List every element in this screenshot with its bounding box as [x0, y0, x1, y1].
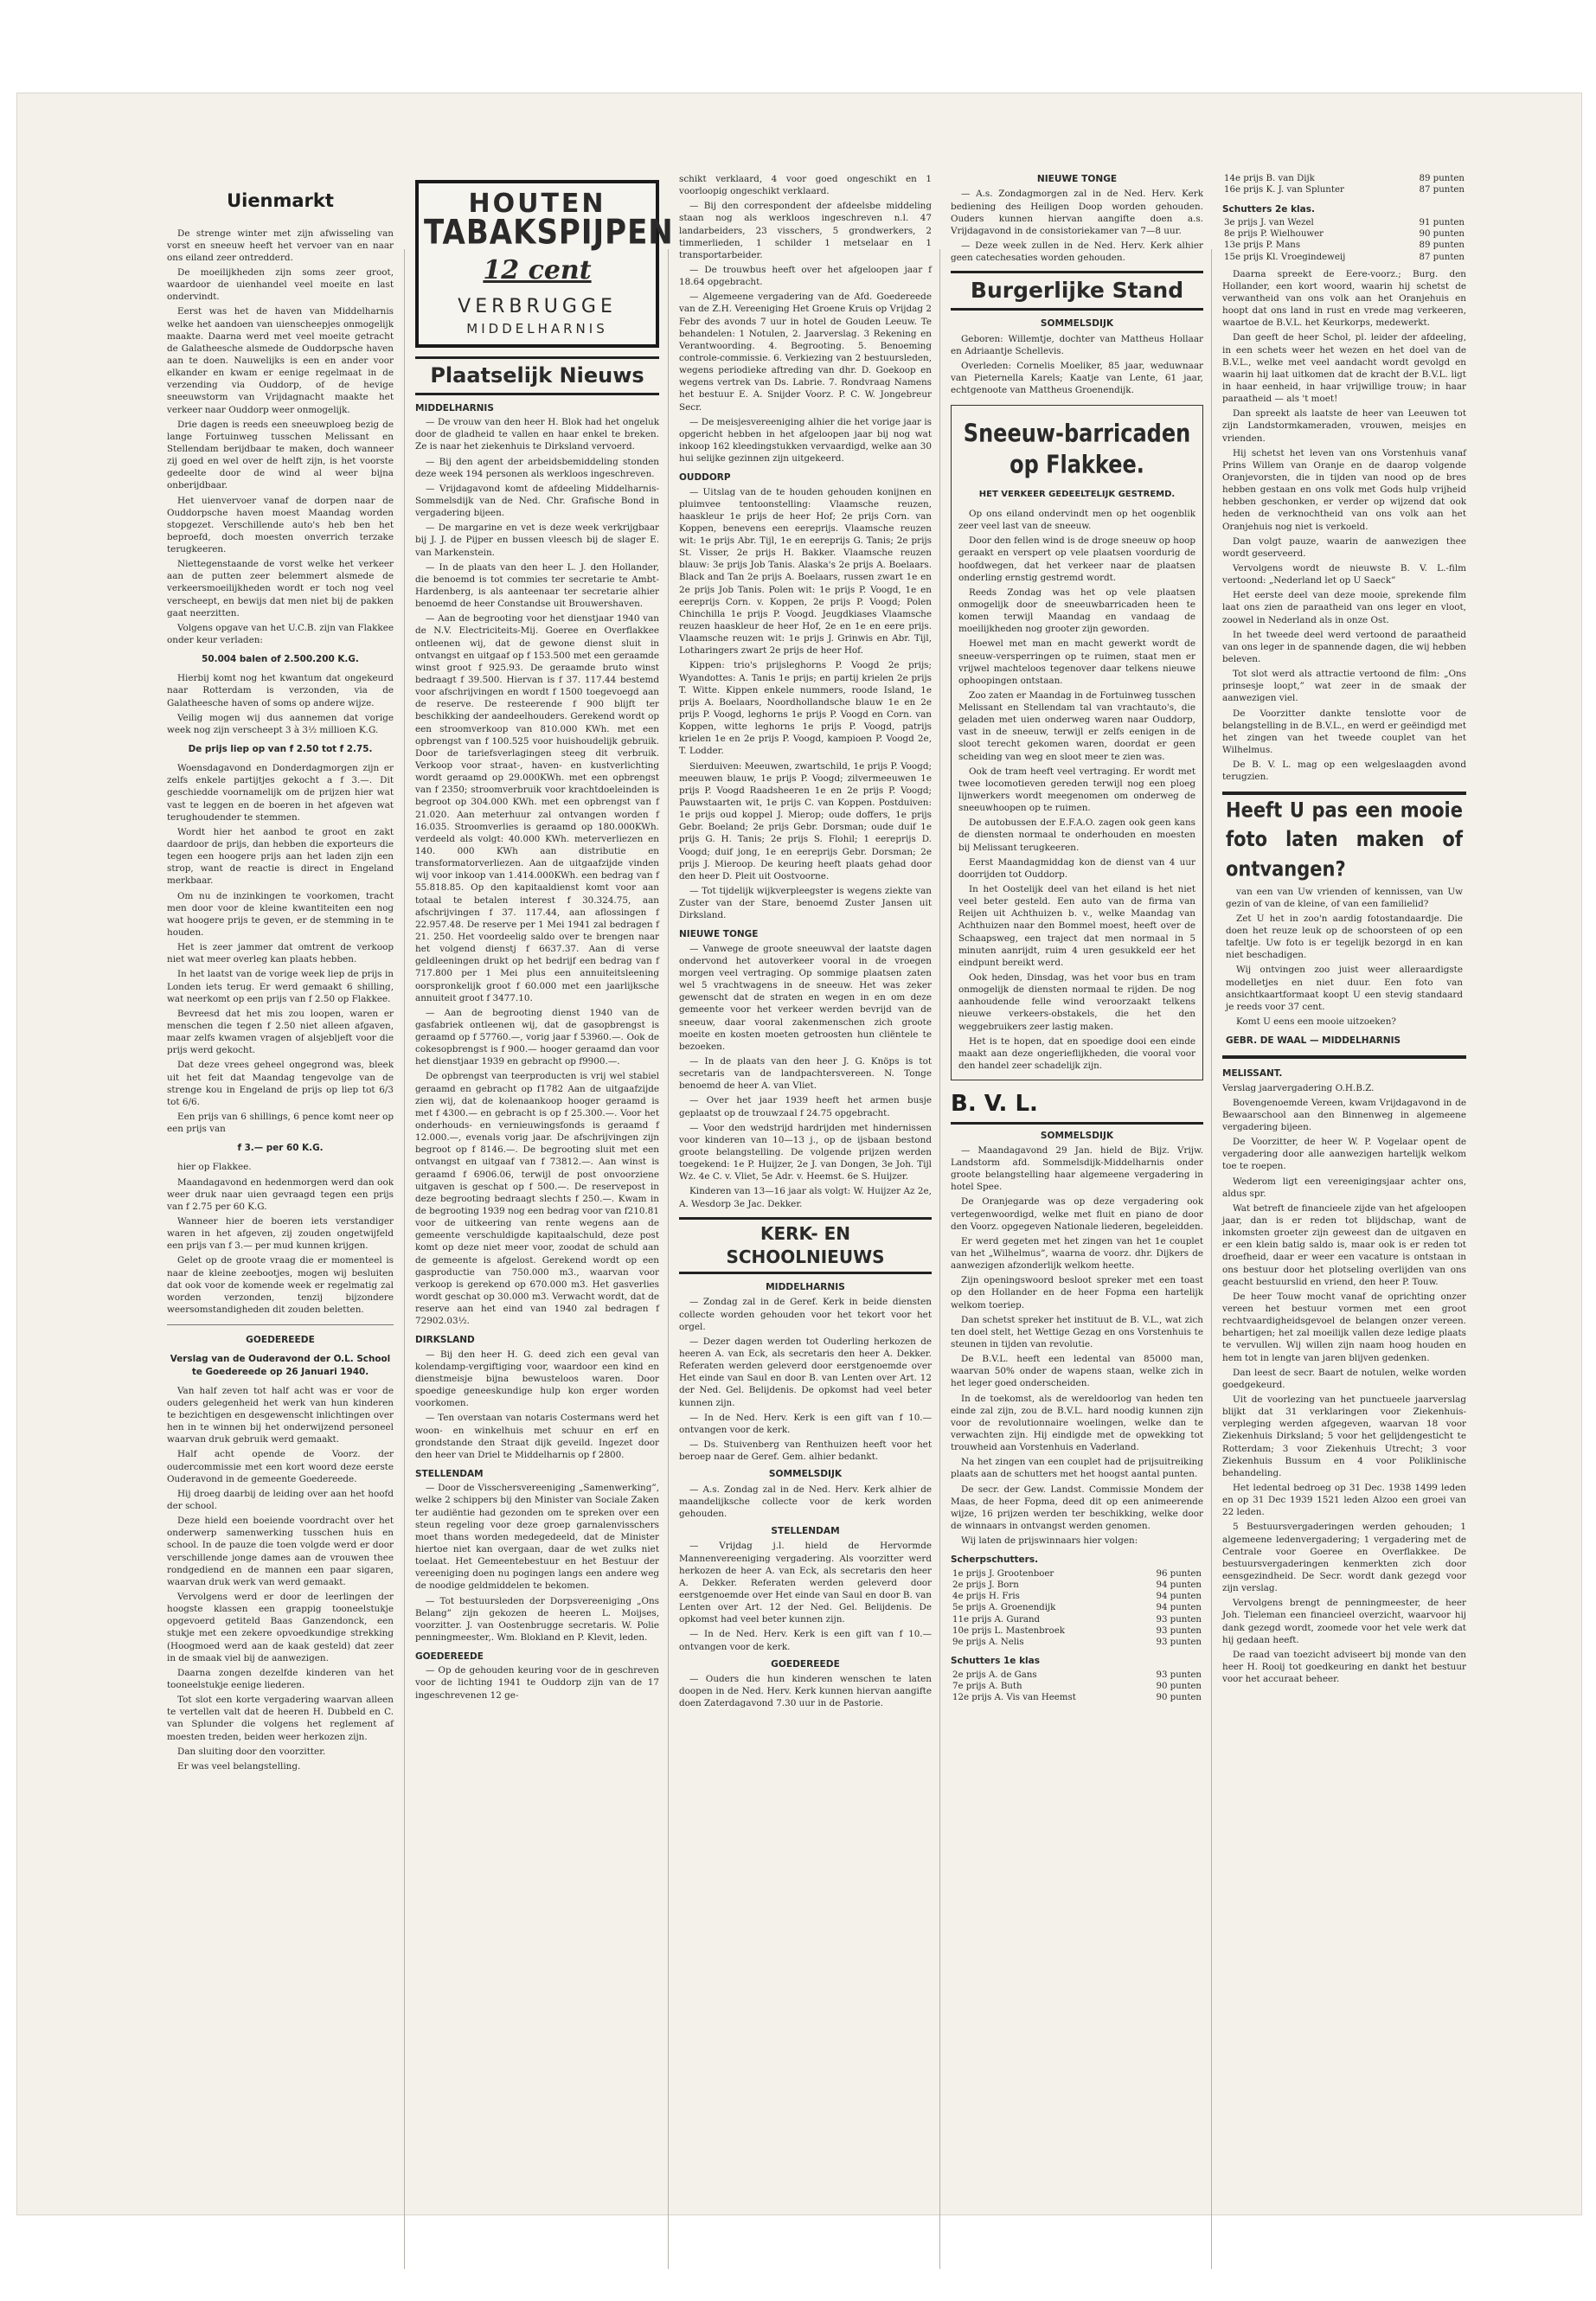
paragraph: Niettegenstaande de vorst welke het verkeer aan de putten zeer belemmert alsmede de verkeersmoeilijkheden wordt er toch nog veel verscheept, en bewijs dat men niet bij de pakken gaat neerzitten.	[167, 559, 394, 619]
paragraph: Vervolgens werd er door de leerlingen der hoogste klassen een grappig tooneelstukje opgevoerd getiteld Baas Ganzendonck, een stukje met een zekere opvoedkundige strekking (Hoogmoed werd aan de kaak gesteld) dat zeer in de smaak viel bij de aanwezigen.	[167, 1592, 394, 1663]
paragraph: van een van Uw vrienden of kennissen, van Uw gezin of van de kleine, of van een familielid?	[1226, 886, 1463, 909]
table-row: 5e prijs A. Groenendijk 94 punten	[952, 1603, 1202, 1613]
place-heading: SOMMELSDIJK	[768, 1469, 843, 1480]
place-heading: STELLENDAM	[771, 1526, 840, 1537]
place-heading: MIDDELHARNIS	[415, 402, 494, 413]
place-heading: OUDDORP	[679, 472, 731, 484]
paragraph: Een prijs van 6 shillings, 6 pence komt neer op een prijs van	[167, 1111, 394, 1135]
paragraph: Tot slot werd als attractie vertoond de film: „Ons prinsesje loopt,” wat zeer in de smaak der aanwezigen viel.	[1222, 669, 1466, 704]
paragraph: Dat deze vrees geheel ongegrond was, bleek uit het feit dat Maandag tengevolge van de strenge kou in Engeland de prijs op liep tot 6/3 tot 6/6.	[167, 1060, 394, 1107]
paragraph: Na het zingen van een couplet had de prijsuitreiking plaats aan de schutters met het hoogst aantal punten.	[951, 1457, 1203, 1480]
ad-location: MIDDELHARNIS	[466, 320, 608, 336]
paragraph: Wederom ligt een vereenigingsjaar achter ons, aldus spr.	[1222, 1176, 1466, 1199]
paragraph: — In de Ned. Herv. Kerk is een gift van f 10.— ontvangen voor de kerk.	[679, 1629, 932, 1652]
paragraph: — De meisjesvereeniging alhier die het vorige jaar is opgericht hebben in het afgeloopen jaar bij nog wat inkoop 162 kleedingstukken vervaardigd, welke aan 30 hui selijke gezinnen zijn uitgekeerd.	[679, 416, 932, 465]
paragraph: — Ouders die hun kinderen wenschen te laten doopen in de Ned. Herv. Kerk kunnen hiervan aangifte doen Zaterdagavond 7.30 uur in de Pastorie.	[679, 1674, 932, 1709]
paragraph: Kinderen van 13—16 jaar als volgt: W. Huijzer Az 2e, A. Wesdorp 3e Jac. Dekker.	[679, 1186, 932, 1209]
paragraph: Hij schetst het leven van ons Vorstenhuis vanaf Prins Willem van Oranje en de daarop volgende Oranjevorsten, die in tijden van nood op de bres hebben gestaan en ons volk met Gods hulp vrijheid hebben geschonken, er verder op wijzend dat ook heden de verknochtheid van ons volk aan het Oranjehuis nog niet is verkoeld.	[1222, 447, 1466, 532]
paragraph: — Bij den agent der arbeidsbemiddeling stonden deze week 194 personen als werkloos ingeschreven.	[415, 456, 659, 479]
results-table-schutters-2e-klas	[1222, 217, 1466, 263]
paragraph: Tot slot een korte vergadering waarvan alleen te vertellen valt dat de heeren H. Dubbeld en C. van Splunder die volgens het reglement af moesten treden, beiden weer herkozen zijn.	[167, 1695, 394, 1742]
newspaper-page	[17, 93, 1581, 2214]
paragraph: De Voorzitter, de heer W. P. Vogelaar opent de vergadering door alle aanwezigen hartelijk welkom toe te roepen.	[1222, 1137, 1466, 1172]
paragraph: Dan leest de secr. Baart de notulen, welke worden goedgekeurd.	[1222, 1367, 1466, 1390]
paragraph: — Zondag zal in de Geref. Kerk in beide diensten collecte worden gehouden voor het tekort voor het orgel.	[679, 1297, 932, 1332]
table-row: 15e prijs Kl. Vroegindeweij 87 punten	[1224, 252, 1465, 262]
uienmarkt-body	[167, 228, 394, 647]
paragraph: — In de plaats van den heer L. J. den Hollander, die benoemd is tot commies ter secretarie te Ambt-Hardenberg, is als aanteenaar ter secretarie alhier benoemd de heer Constandse uit Brouwershaven.	[415, 561, 659, 610]
subheading: HET VERKEER GEDEELTELIJK GESTREMD.	[978, 490, 1176, 500]
place-heading: MELISSANT.	[1222, 1068, 1283, 1080]
list-heading: Schutters 2e klas.	[1222, 203, 1315, 215]
paragraph: Eerst Maandagmiddag kon de dienst van 4 uur doorrijden tot Ouddorp.	[958, 856, 1195, 880]
paragraph: — De trouwbus heeft over het afgeloopen jaar f 18.64 opgebracht.	[679, 264, 932, 288]
paragraph: 5 Bestuursvergaderingen werden gehouden; 1 algemeene ledenvergadering; 1 vergadering met de Centrale voor Goeree en Overflakkee. De bestuursvergaderingen kenmerkten zich door eensgezindheid. De Secr. wordt dank gezegd voor zijn verslag.	[1222, 1522, 1466, 1594]
paragraph: Zoo zaten er Maandag in de Fortuinweg tusschen Melissant en Stellendam tal van vrachtauto's, die geladen met uien onderweg waren naar Ouddorp, vast in de sneeuw, terwijl er zelfs eenigen in de sloot terecht gekomen waren, doordat er geen scheiding van weg en sloot meer te zien was.	[958, 689, 1196, 762]
paragraph: In het laatst van de vorige week liep de prijs in Londen iets terug. Er werd gemaakt 6 shilling, wat neerkomt op een prijs van f 2.50 op Flakkee.	[167, 969, 394, 1004]
paragraph: Daarna zongen dezelfde kinderen van het tooneelstukje eenige liederen.	[167, 1667, 394, 1690]
paragraph: Maandagavond en hedenmorgen werd dan ook weer druk naar uien gevraagd tegen een prijs van f 2.75 per 60 K.G.	[167, 1176, 394, 1212]
paragraph: De moeilijkheden zijn soms zeer groot, waardoor de uienhandel veel moeite en last ondervindt.	[167, 266, 394, 303]
ad-headline: Heeft U pas een mooie foto laten maken of ontvangen?	[1226, 798, 1463, 881]
paragraph: Veilig mogen wij dus aannemen dat vorige week nog zijn verscheept 3 à 3½ millioen K.G.	[167, 712, 394, 735]
column-4	[951, 173, 1203, 1703]
table-row: 9e prijs A. Nelis 93 punten	[952, 1638, 1202, 1648]
paragraph: — Vrijdag j.l. hield de Hervormde Mannenvereeniging vergadering. Als voorzitter werd herkozen de heer A. van Eck, als secretaris den heer A. Dekker. Referaten werden geleverd door eerstgenoemde over Het einde van Saul en door B. van Lenten over Art. 12 der Ned. Gel. Belijdenis. De opkomst had veel beter kunnen zijn.	[679, 1541, 932, 1625]
paragraph: De B.V.L. heeft een ledental van 85000 man, waarvan 50% onder de wapens staan, welke zich in het leger goed onderscheiden.	[951, 1354, 1203, 1389]
column-3	[679, 173, 932, 1713]
paragraph: In het Oostelijk deel van het eiland is het niet veel beter gesteld. Een auto van de firma van Reijen uit Achthuizen b. v., welke Maandag van Achthuizen naar den Bommel moest, heeft over de Schaapsweg, een traject dat men normaal in 5 minuten aanrijdt, ruim 4 uren gesukkeld eer het eindpunt bereikt werd.	[958, 884, 1195, 968]
table-row: 1e prijs J. Grootenboer 96 punten	[952, 1568, 1202, 1579]
paragraph: Geboren: Willemtje, dochter van Mattheus Hollaar en Adriaantje Schellevis.	[951, 333, 1203, 356]
paragraph: Er was veel belangstelling.	[177, 1760, 301, 1772]
table-row: 3e prijs J. van Wezel 91 punten	[1224, 217, 1465, 228]
advertisement-foto-standaard	[1222, 792, 1466, 1059]
divider	[167, 1324, 394, 1325]
paragraph: — Tot tijdelijk wijkverpleegster is wegens ziekte van Zuster van der Stare, benoemd Zuster Jansen uit Dirksland.	[679, 886, 932, 921]
paragraph: Wordt hier het aanbod te groot en zakt daardoor de prijs, dan hebben die exporteurs die tegen een hoogere prijs aan het laden zijn een strop, want de reactie is direct in Engeland merkbaar.	[167, 826, 394, 887]
results-table-schutters-1e-klas	[951, 1670, 1203, 1704]
paragraph: De secr. der Gew. Landst. Commissie Mondem der Maas, de heer Fopma, deed dit op een animeerende wijze, 16 prijzen werden ter beschikking, welke door de winnaars in ontvangst werden genomen.	[951, 1484, 1203, 1531]
paragraph: — Bij den correspondent der afdeelsbe middeling staan nog als werkloos ingeschreven n.l. 47 landarbeiders, 23 visschers, 5 grondwerkers, 2 timmerlieden, 1 schilder 1 metselaar en 1 transportarbeider.	[679, 201, 932, 260]
paragraph: — Bij den heer H. G. deed zich een geval van kolendamp-vergiftiging voor, waardoor een kind en dienstmeisje bijna bewusteloos waren. Door spoedige geneeskundige hulp kon erger worden voorkomen.	[415, 1349, 659, 1409]
paragraph: Zijn openingswoord besloot spreker met een toast op den Hollander en de heer Fopma een hartelijk welkom toeriep.	[951, 1275, 1203, 1311]
paragraph: Volgens opgave van het U.C.B. zijn van Flakkee onder keur verladen:	[167, 622, 394, 646]
column-uienmarkt	[167, 173, 394, 1775]
paragraph: Ook de tram heeft veel vertraging. Er wordt met twee locomotieven gereden terwijl nog een ploeg lijnwerkers wordt meegenomen om onderweg de sneeuwhoopen op te ruimen.	[958, 766, 1195, 814]
table-row: 2e prijs J. Born 94 punten	[952, 1580, 1202, 1590]
paragraph: — In de Ned. Herv. Kerk is een gift van f 10.— ontvangen voor de kerk.	[679, 1412, 932, 1435]
paragraph: Het ledental bedroeg op 31 Dec. 1938 1499 leden en op 31 Dec 1939 1521 leden Alzoo een groei van 22 leden.	[1222, 1483, 1466, 1518]
results-table-continued	[1222, 173, 1466, 196]
paragraph: — Deze week zullen in de Ned. Herv. Kerk alhier geen catechesaties worden gehouden.	[951, 240, 1203, 264]
table-row: 2e prijs A. de Gans 93 punten	[952, 1670, 1202, 1680]
paragraph: Overleden: Cornelis Moeliker, 85 jaar, weduwnaar van Pieternella Karels; Kaatje van Lente, 61 jaar, echtgenoote van Mattheus Groenendijk.	[951, 360, 1203, 396]
paragraph: Daarna spreekt de Eere-voorz.; Burg. den Hollander, een kort woord, waarin hij schetst de verwantheid van ons volk aan het Oranjehuis en hoopt dat ons land in rust en vrede mag verkeeren, waartoe de B.V.L. het Keurkorps, medewerkt.	[1222, 268, 1466, 329]
ad-price: 12 cent	[483, 255, 592, 286]
paragraph: Bevreesd dat het mis zou loopen, waren er menschen die tegen f 2.50 niet alleen afgaven, maar zelfs kwamen vragen of alsjebljeft voor die prijs werd gekocht.	[167, 1008, 394, 1056]
paragraph: De Oranjegarde was op deze vergadering ook vertegenwoordigd, welke met fluit en piano de door den Voorz. opgegeven Nationale liederen, begeleidden.	[951, 1196, 1203, 1232]
paragraph: Eerst was het de haven van Middelharnis welke het aandoen van uienscheepjes onmogelijk maakte. Daarna werd met veel moeite getracht de Galatheesche alsmede de Ouddorpsche haven aan te doen. Nauwelijks is een en ander voor elkander en kwam er eenige regelmaat in de verzending via Ouddorp, of de hevige sneeuwstorm van Vrijdagnacht maakte het verkeer naar Ouddorp weer onmogelijk.	[167, 306, 394, 415]
subheading: Verslag van de Ouderavond der O.L. School te Goedereede op 26 Januari 1940.	[170, 1354, 391, 1377]
section-title-burgerlijke-stand: Burgerlijke Stand	[951, 271, 1203, 311]
paragraph: De Voorzitter dankte tenslotte voor de belangstelling in de B.V.L., en werd er geëindigd met het zingen van het tweede couplet van het Wilhelmus.	[1222, 708, 1466, 755]
place-heading: DIRKSLAND	[415, 1335, 475, 1346]
paragraph: Dan sluiting door den voorzitter.	[177, 1746, 326, 1757]
paragraph: De opbrengst van teerproducten is vrij wel stabiel geraamd en gebracht op f1782 Aan de uitgaafzijde zien wij, dat de kolenaankoop hooger geraamd is met f 4300.— en gebracht is op f 25.300.—. Voor het onderhouds- en vernieuwingsfonds is geraamd f 12.000.—, evenals vorig jaar. De afschrijvingen zijn begroot op f 8146.—. De begrooting sluit met een ontvangst en uitgaaf van f 73812.—. Aan winst is geraamd f 6906.06, terwijl de post onvoorziene uitgaven is geschat op f 500.—. De reservepost in deze begrooting bedraagt slechts f 250.—. Kwam in de begrooting 1939 nog een bedrag voor van f210.81 voor de uitkeering van rente wegens aan de gemeente verschuldigde kapitaalschuld, deze post komt op deze niet meer voor, zoodat de schuld aan de gemeente is afgelost. Gerekend wordt op een gasproductie van 750.000 m3., waarvan voor verkoop is gerekend op 670.000 m3. Het gasverlies wordt geschat op 30.000 m3. Verwacht wordt, dat de reserve aan het eind van 1940 zal bedragen f 72902.03½.	[415, 1071, 659, 1327]
paragraph: Het eerste deel van deze mooie, sprekende film laat ons zien de paraatheid van ons leger en vloot, zoowel in Nederland als in onze Ost.	[1222, 590, 1466, 625]
column-plaatselijk-nieuws	[415, 173, 674, 1704]
section-title-kerk-en-schoolnieuws: KERK- EN SCHOOLNIEUWS	[679, 1217, 932, 1274]
article-sneeuw-barricaden	[951, 405, 1203, 1080]
paragraph: Drie dagen is reeds een sneeuwploeg bezig de lange Fortuinweg tusschen Melissant en Stellendam berijdbaar te maken, doch wanneer zij goed en wel over de helft zijn, is het voorste gedeelte door de wind al weer bijna onberijdbaar.	[167, 419, 394, 491]
paragraph: — De margarine en vet is deze week verkrijgbaar bij J. J. de Pijper en bussen vleesch bij de slager E. van Markenstein.	[415, 522, 659, 558]
paragraph: Van half zeven tot half acht was er voor de ouders gelegenheid het werk van hun kinderen te bezichtigen en desgewenscht inlichtingen over hen in te winnen bij het onderwijzend personeel waarvan druk gebruik werd gemaakt.	[167, 1385, 394, 1445]
paragraph: Om nu de inzinkingen te voorkomen, tracht men door voor de kleine kwantiteiten een nog wat hoogere prijs te geven, er de stemming in te houden.	[167, 890, 394, 938]
paragraph: De B. V. L. mag op een welgeslaagden avond terugzien.	[1222, 760, 1466, 783]
paragraph: Sierduiven: Meeuwen, zwartschild, 1e prijs P. Voogd; meeuwen blauw, 1e prijs P. Voogd; zilvermeeuwen 1e prijs P. Voogd Raadsheeren 1e en 2e prijs P. Voogd; Pauwstaarten wit, 1e prijs C. van Koppen. Postduiven: 1e prijs oud koppel J. Mierop; oude doffers, 1e prijs Gebr. Boeland; 2e prijs Gebr. Dorsman; oude duif 1e prijs G. H. Tanis; 2e prijs S. Flohil; 1 eereprijs D. Voogd; duif jong, 1e en eereprijs Gebr. Dorsman; 2e prijs J. Mieroop. De keuring heeft plaats gehad door den heer D. Pleit uit Oostvoorne.	[679, 760, 932, 881]
paragraph: Uit de voorlezing van het punctueele jaarverslag blijkt dat 31 verklaringen voor Ziekenhuis-verpleging werden afgegeven, waarvan 18 voor Ziekenhuis Dirksland; 5 voor het gelijdengesticht te Rotterdam; 3 voor Ziekenhuis Utrecht; 3 voor Ziekenhuis Bussum en 4 voor Poliklinische behandeling.	[1222, 1394, 1466, 1478]
paragraph: Reeds Zondag was het op vele plaatsen onmogelijk door de sneeuwbarricaden heen te komen terwijl Maandag en vandaag de moeilijkheden nog grooter zijn geworden.	[958, 586, 1195, 635]
paragraph: — Vanwege de groote sneeuwval der laatste dagen ondervond het autoverkeer vooral in de vroegen morgen veel vertraging. Op sommige plaatsen zaten wel 5 vrachtwagens in de sneeuw. Het was zeker gewenscht dat de straten en wegen in en om deze gemeente voor het verkeer werden bevrijd van de sneeuw, daar vooral zakenmenschen zich groote moeite en kosten moeten getroosten hun cliëntele te bezoeken.	[679, 943, 932, 1052]
section-title-plaatselijk-nieuws: Plaatselijk Nieuws	[415, 356, 659, 395]
ad-signature: GEBR. DE WAAL — MIDDELHARNIS	[1226, 1035, 1401, 1047]
paragraph: — A.s. Zondagmorgen zal in de Ned. Herv. Kerk bediening des Heiligen Doop worden gehouden. Ouders kunnen hiervan aangifte doen a.s. Vrijdagavond in de consistoriekamer van 7—8 uur.	[951, 189, 1203, 236]
paragraph: — Door de Visschersvereeniging „Samenwerking”, welke 2 schippers bij den Minister van Sociale Zaken ter audiëntie had gezonden om te spreken over een steun regeling voor deze groep garnalenvisschers moet thans worden medegedeeld, dat de Minister hiertoe niet kan overgaan, daar de wet zulks niet toelaat. Het Gemeentebestuur en het Bestuur der vereeniging doen nu pogingen langs een andere weg de noodige geldmiddelen te bekomen.	[415, 1483, 659, 1592]
table-row: 7e prijs A. Buth 90 punten	[952, 1681, 1202, 1691]
table-row: 11e prijs A. Gurand 93 punten	[952, 1614, 1202, 1625]
bold-figure: f 3.— per 60 K.G.	[237, 1143, 324, 1154]
paragraph: — Ten overstaan van notaris Costermans werd het woon- en winkelhuis met schuur en erf en grondstande den Straat dijk geveild. Ingezet door den heer van Driel te Middelharnis op f 2800.	[415, 1413, 659, 1460]
paragraph: Hoewel met man en macht gewerkt wordt de sneeuw-versperringen op te ruimen, staat men er vrijwel machteloos tegenover daar telkens nieuwe ophoopingen ontstaan.	[958, 638, 1195, 686]
paragraph: Hij droeg daarbij de leiding over aan het hoofd der school.	[167, 1488, 394, 1512]
bold-figure: 50.004 balen of 2.500.200 K.G.	[202, 654, 359, 665]
table-row: 13e prijs P. Mans 89 punten	[1224, 240, 1465, 251]
table-row: 4e prijs H. Fris 94 punten	[952, 1592, 1202, 1602]
paragraph: Gelet op de groote vraag die er momenteel is naar de kleine zeebootjes, mogen wij besluiten dat ook voor de komende week er regelmatig zal worden verzonden, tenzij bijzondere weersomstandigheden dit zouden beletten.	[167, 1255, 394, 1315]
paragraph: De strenge winter met zijn afwisseling van vorst en sneeuw heeft het vervoer van en naar ons eiland zeer ontredderd.	[167, 228, 394, 263]
table-row: 14e prijs B. van Dijk 89 punten	[1224, 174, 1465, 183]
paragraph: Het uienvervoer vanaf de dorpen naar de Ouddorpsche haven moest Maandag worden stopgezet. Verschillende auto's heb ben het beproefd, doch moesten onverrich terzake terugkeeren.	[167, 495, 394, 555]
column-5	[1222, 173, 1466, 1688]
article-title-uienmarkt: Uienmarkt	[227, 190, 334, 211]
paragraph: In de toekomst, als de wereldoorlog van heden ten einde zal zijn, zou de B.V.L. hard noodig kunnen zijn voor de revolutionnaire woelingen, welke dan te verwachten zijn. Hij eindigde met de opwekking tot trouwheid aan Vorstenhuis en Vaderland.	[951, 1393, 1203, 1453]
paragraph: Door den fellen wind is de droge sneeuw op hoop geraakt en verspert op vele plaatsen voordurig de hoofdwegen, dat het verkeer naar de plaatsen onderling ernstig gestremd wordt.	[958, 535, 1195, 583]
table-row: 8e prijs P. Wielhouwer 90 punten	[1224, 229, 1465, 240]
article-title-sneeuw-barricaden: Sneeuw-barricaden op Flakkee.	[963, 419, 1191, 480]
table-row: 16e prijs K. J. van Splunter 87 punten	[1224, 185, 1465, 195]
paragraph: Er werd gegeten met het zingen van het 1e couplet van het „Wilhelmus”, waarna de voorz. dhr. Dijkers de aanwezigen afzonderlijk welkom heette.	[951, 1235, 1203, 1272]
paragraph: — Uitslag van de te houden gehouden konijnen en pluimvee tentoonstelling: Vlaamsche reuzen, haaskleur 1e prijs de heer Hof; 2e prijs Corn. van Koppen, benevens een eereprijs. Vlaamsche reuzen wit: 1e prijs Abr. Tijl, 1e en eereprijs G. Tanis; 2e prijs St. Visser, 2e prijs H. Bakker. Vlaamsche reuzen blauw: 3e prijs Job Tanis. Alaska's 2e prijs A. Boelaars. Black and Tan 2e prijs A. Boelaars, russen zwart 1e en 2e prijs Job Tanis. Polen wit: 1e prijs P. Voogd, 1e en eereprijs Corn. v. Koppen, 2e prijs P. Voogd; Polen Chinchilla 1e prijs P. Voogd. Jeugdkiases Vlaamsche reuzen haaskleur de heer Hof, 2e en 1e en eere prijs. Vlaamsche reuzen wit: 1e prijs J. Grinwis en Abr. Tijl, Lotharingers zwart 2e prijs de heer Hof.	[679, 486, 932, 657]
paragraph: Ook heden, Dinsdag, was het voor bus en tram onmogelijk de diensten normaal te rijden. De nog aanhoudende felle wind veroorzaakt telkens nieuwe verkeers-obstakels, die het den weggebruikers zeer lastig maken.	[958, 972, 1195, 1032]
paragraph: schikt verklaard, 4 voor goed ongeschikt en 1 voorloopig ongeschikt verklaard.	[679, 174, 932, 197]
place-heading: NIEUWE TONGE	[679, 929, 759, 940]
paragraph: — Algemeene vergadering van de Afd. Goedereede van de Z.H. Vereeniging Het Groene Kruis op Vrijdag 2 Febr des avonds 7 uur in hotel de Gouden Leeuw. Te behandelen: 1 Notulen, 2. Jaarverslag. 3 Rekening en Verantwoording. 4. Begrooting. 5. Benoeming controle-commissie. 6. Verkiezing van 2 bestuursleden, wegens periodieke aftreding van dhr. D. Goekoop en wegens vertrek van Ds. Labrie. 7. Rondvraag Namens het bestuur E. A. Snijder Voorz. P. C. W. Jongebreur Secr.	[679, 292, 932, 413]
ad-line-tabakspijpen: TABAKSPIJPEN	[424, 212, 674, 253]
paragraph: Wat betreft de financieele zijde van het afgeloopen jaar, dan is er reden tot blijdschap, want de inkomsten groeter zijn geweest dan de uitgaven en er een klein batig saldo is, maar ook is er reden tot droefheid, daar er weer een vacature is ontstaan in ons bestuur door het plotseling overlijden van ons geacht bestuurslid en vriend, den heer P. Touw.	[1222, 1202, 1466, 1287]
paragraph: Wij laten de prijswinnaars hier volgen:	[961, 1535, 1138, 1547]
paragraph: Bovengenoemde Vereen, kwam Vrijdagavond in de Bewaarschool aan den Binnenweg in algemeene vergadering bijeen.	[1222, 1097, 1466, 1133]
paragraph: — Tot bestuursleden der Dorpsvereeniging „Ons Belang” zijn gekozen de heeren L. Moijses, voorzitter. J. van Oostenbrugge secretaris. W. Polie penningmeester,. Wm. Blokland en P. Klevit, leden.	[415, 1595, 659, 1643]
paragraph: — Ds. Stuivenberg van Renthuizen heeft voor het beroep naar de Geref. Gem. alhier bedankt.	[679, 1439, 932, 1463]
paragraph: Wij ontvingen zoo juist weer alleraardigste modelletjes en niet duur. Een foto van ansichtkaartformaat koopt U een stevig standaard je reeds voor 37 cent.	[1226, 965, 1463, 1012]
ad-line-houten: HOUTEN	[468, 189, 606, 219]
paragraph: Deze hield een boeiende voordracht over het onderwerp samenwerking tusschen huis en school. In de pauze die toen volgde werd er door verschillende jonge dames aan de vrouwen thee rondgediend en de mannen een paar sigaren, waarvan druk werk van werd gemaakt.	[167, 1516, 394, 1587]
paragraph: Zet U het in zoo'n aardig fotostandaardje. Die doen het reuze leuk op de schoorsteen of op een tafeltje. Uw foto is er tegelijk bezorgd in en kan niet beschadigen.	[1226, 913, 1463, 961]
paragraph: — Voor den wedstrijd hardrijden met hindernissen voor kinderen van 10—13 j., op de ijsbaan bestond groote belangstelling. De volgende prijzen werden toegekend: 1e P. Huijzer, 2e J. van Dongen, 3e Joh. Tijl Wz. 4e C. v. Vliet, 5e Adr. v. Heemst. 6e S. Huijzer.	[679, 1122, 932, 1183]
paragraph: Het is te hopen, dat en spoedige dooi een einde maakt aan deze ongerieflijkheden, die vooral voor den handel zeer schadelijk zijn.	[958, 1035, 1195, 1071]
advertisement-houten-tabakspijpen	[415, 180, 674, 348]
paragraph: De raad van toezicht adviseert bij monde van den heer H. Rooij tot goedkeuring en dankt het bestuur voor het accuraat beheer.	[1222, 1649, 1466, 1685]
table-row: 10e prijs L. Mastenbroek 93 punten	[952, 1625, 1202, 1636]
paragraph: — Vrijdagavond komt de afdeeling Middelharnis-Sommelsdijk van de Ned. Chr. Grafische Bond in vergadering bijeen.	[415, 483, 659, 519]
paragraph: — De vrouw van den heer H. Blok had het ongeluk door de gladheid te vallen en haar enkel te breken. Ze is naar het ziekenhuis te Dirksland vervoerd.	[415, 417, 659, 452]
bold-figure: De prijs liep op van f 2.50 tot f 2.75.	[188, 744, 373, 755]
paragraph: Dan geeft de heer Schol, pl. leider der afdeeling, in een schets weer het wezen en het doel van de B.V.L., welke met veel aandacht wordt gevolgd en waarin hij laat uitkomen dat de kracht der B.V.L. ligt in haar eenheid, in haar vrijwillige trouw; in haar paraatheid — als 't moet!	[1222, 332, 1466, 405]
paragraph: — In de plaats van den heer J. G. Knöps is tot secretaris van de landpachtersvereen. N. Tonge benoemd de heer A. van Vliet.	[679, 1055, 932, 1092]
place-heading: NIEUWE TONGE	[1036, 174, 1118, 184]
paragraph: Dan schetst spreker het instituut de B. V.L., wat zich ten doel stelt, het Wettige Gezag en ons Vorstenhuis te steunen in tijden van revolutie.	[951, 1314, 1203, 1350]
paragraph: De autobussen der E.F.A.O. zagen ook geen kans de diensten normaal te onderhouden en moesten bij Melissant terugkeeren.	[958, 817, 1195, 853]
paragraph: — A.s. Zondag zal in de Ned. Herv. Kerk alhier de maandelijksche collecte voor de kerk worden gehouden.	[679, 1484, 932, 1519]
paragraph: Vervolgens wordt de nieuwste B. V. L.-film vertoond: „Nederland let op U Saeck”	[1222, 563, 1466, 586]
section-title-bvl: B. V. L.	[951, 1089, 1203, 1124]
paragraph: — Maandagavond 29 Jan. hield de Bijz. Vrijw. Landstorm afd. Sommelsdijk-Middelharnis onder groote belangstelling haar algemeene vergadering in hotel Spee.	[951, 1144, 1203, 1193]
section-heading-goedereede: GOEDEREEDE	[246, 1335, 315, 1346]
paragraph: — Op de gehouden keuring voor de in geschreven voor de lichting 1941 te Ouddorp zijn van de 17 ingeschrevenen 12 ge-	[415, 1665, 659, 1701]
paragraph: Op ons eiland ondervindt men op het oogenblik zeer veel last van de sneeuw.	[958, 508, 1195, 532]
table-row: 12e prijs A. Vis van Heemst 90 punten	[952, 1693, 1202, 1703]
paragraph: Kippen: trio's prijsleghorns P. Voogd 2e prijs; Wyandottes: A. Tanis 1e prijs; en partij krielen 2e prijs T. Witte. Kippen enkele nummers, roode Island, 1e prijs A. Boelaars, Noordhollandsche blauw 1e en 2e prijs P. Voogd, leghorns 1e prijs P. Voogd en Corn. van Koppen, witte leghorns 1e prijs P. Voogd, patrijs krielen 1e en 2e prijs P. Voogd, kampioen P. Voogd 2e, T. Lodder.	[679, 660, 932, 757]
place-heading: MIDDELHARNIS	[766, 1282, 845, 1293]
list-heading: Schutters 1e klas	[951, 1656, 1040, 1667]
paragraph: Wanneer hier de boeren iets verstandiger waren in het afgeven, zij zouden ongetwijfeld een prijs van f 3.— per mud kunnen krijgen.	[167, 1215, 394, 1252]
results-table-scherpschutters	[951, 1568, 1203, 1649]
paragraph: Komt U eens een mooie uitzoeken?	[1236, 1016, 1396, 1027]
place-heading: GOEDEREEDE	[415, 1651, 484, 1663]
paragraph: — Aan de begrooting voor het dienstjaar 1940 van de N.V. Electriciteits-Mij. Goeree en Overflakkee ontleenen wij, dat de gewone dienst sluit in ontvangst en uitgaaf op f 153.500 met een geraamde winst groot f 925.93. De geraamde bruto winst bedraagt f 39.500. Hiervan is f 37. 117.44 bestemd voor afschrijvingen en wordt f 1500 toegevoegd aan de reserve. De resteerende f 900 blijft ter beschikking der aandeelhouders. Gerekend wordt op een stroomverkoop van 810.000 KWh. met een opbrengst van f 100.525 voor huishoudelijk gebruik. Door de tariefsverlagingen steeg dit verbruik. Verkoop voor straat-, haven- en kustverlichting wordt geraamd op 29.000KWh. met een opbrengst van f 2350; stroomverbruik voor krachtdoeleinden is begroot op 304.000 KWh. met een opbrengst van f 21.020. Aan meterhuur zal ontvangen worden f 16.035. Stroomverlies is geraamd op 180.000KWh. verdeeld als volgt: 40.000 KWh. meterverliezen en 140. 000 KWh aan distributie en transformatorverliezen. Aan de uitgaafzijde vinden wij voor inkoop van 1.414.000KWh. een bedrag van f 55.818.85. Op den kapitaaldienst komt voor aan totaal te betalen interest f 30.324.75, aan afschrijvingen f 37. 117.44, aan aflossingen f 22.957.48. De reserve per 1 Mei 1941 zal bedragen f 21. 250. Het voordeelig saldo over te brengen naar het volgend dienstj f 6637.37. Aan di verse geldleeningen drukt op het bedrijf een bedrag van f 717.800 per 1 Mei plus een annuiteitsleening oorspronkelijk groot f 60.000 met een jaarlijksche annuiteit groot f 3477.10.	[415, 613, 659, 1003]
paragraph: De heer Touw mocht vanaf de oprichting onzer vereen het bestuur vormen met een groot rechtvaardigheidsgevoel de belangen onzer vereen. behartigen; het zal moeilijk vallen deze ledige plaats te vervullen. Wij willen zijn naam hoog houden en hem tot in lengte van jaren blijven gedenken.	[1222, 1291, 1466, 1363]
place-heading: GOEDEREEDE	[771, 1658, 840, 1670]
paragraph: Half acht opende de Voorz. der oudercommissie met een kort woord deze eerste Ouderavond in de gemeente Goedereede.	[167, 1449, 394, 1484]
paragraph: Dan volgt pauze, waarin de aanwezigen thee wordt geserveerd.	[1222, 535, 1466, 559]
paragraph: — Over het jaar 1939 heeft het armen busje geplaatst op de trouwzaal f 24.75 opgebracht.	[679, 1095, 932, 1118]
ad-advertiser: VERBRUGGE	[458, 295, 617, 317]
paragraph: hier op Flakkee.	[177, 1162, 252, 1173]
paragraph: Dan spreekt als laatste de heer van Leeuwen tot zijn Landstormkameraden, vrouwen, meisjes en vrienden.	[1222, 408, 1466, 444]
paragraph: Hierbij komt nog het kwantum dat ongekeurd naar Rotterdam is verzonden, via de Galatheesche haven of soms op andere wijze.	[167, 673, 394, 708]
list-heading: Scherpschutters.	[951, 1554, 1039, 1566]
place-heading: STELLENDAM	[415, 1468, 484, 1479]
paragraph: Het is zeer jammer dat omtrent de verkoop niet wat meer overleg kan plaats hebben.	[167, 942, 394, 965]
paragraph: Woensdagavond en Donderdagmorgen zijn er zelfs enkele partijtjes gekocht a f 3.—. Dit geschiedde voornamelijk om de prijzen hier wat vast te leggen en de boeren in het afgeven wat terughoudender te stemmen.	[167, 763, 394, 823]
place-heading: SOMMELSDIJK	[1040, 318, 1114, 330]
paragraph: — Dezer dagen werden tot Ouderling herkozen de heeren A. van Eck, als secretaris den heer A. Dekker. Referaten werden geleverd door eerstgenoemde over Het einde van Saul en door B. van Lenten over Art. 12 der Ned. Gel. Belijdenis. De opkomst had veel beter kunnen zijn.	[679, 1336, 932, 1408]
paragraph: In het tweede deel werd vertoond de paraatheid van ons leger in de spannende dagen, die wij hebben beleven.	[1222, 629, 1466, 664]
paragraph: — Aan de begrooting dienst 1940 van de gasfabriek ontleenen wij, dat de gasopbrengst is geraamd op f 57760.—, vorig jaar f 53960.—. Ook de cokesopbrengst is f 900.— hooger geraamd dan voor het dienstjaar 1939 en gebracht op f9900.—.	[415, 1007, 659, 1067]
paragraph: Vervolgens brengt de penningmeester, de heer Joh. Tieleman een financieel overzicht, waarvoor hij dank gezegd wordt, zoomede voor het vele werk dat hij gedaan heeft.	[1222, 1598, 1466, 1645]
subheading: Verslag jaarvergadering O.H.B.Z.	[1222, 1082, 1375, 1093]
place-heading: SOMMELSDIJK	[1040, 1130, 1114, 1141]
